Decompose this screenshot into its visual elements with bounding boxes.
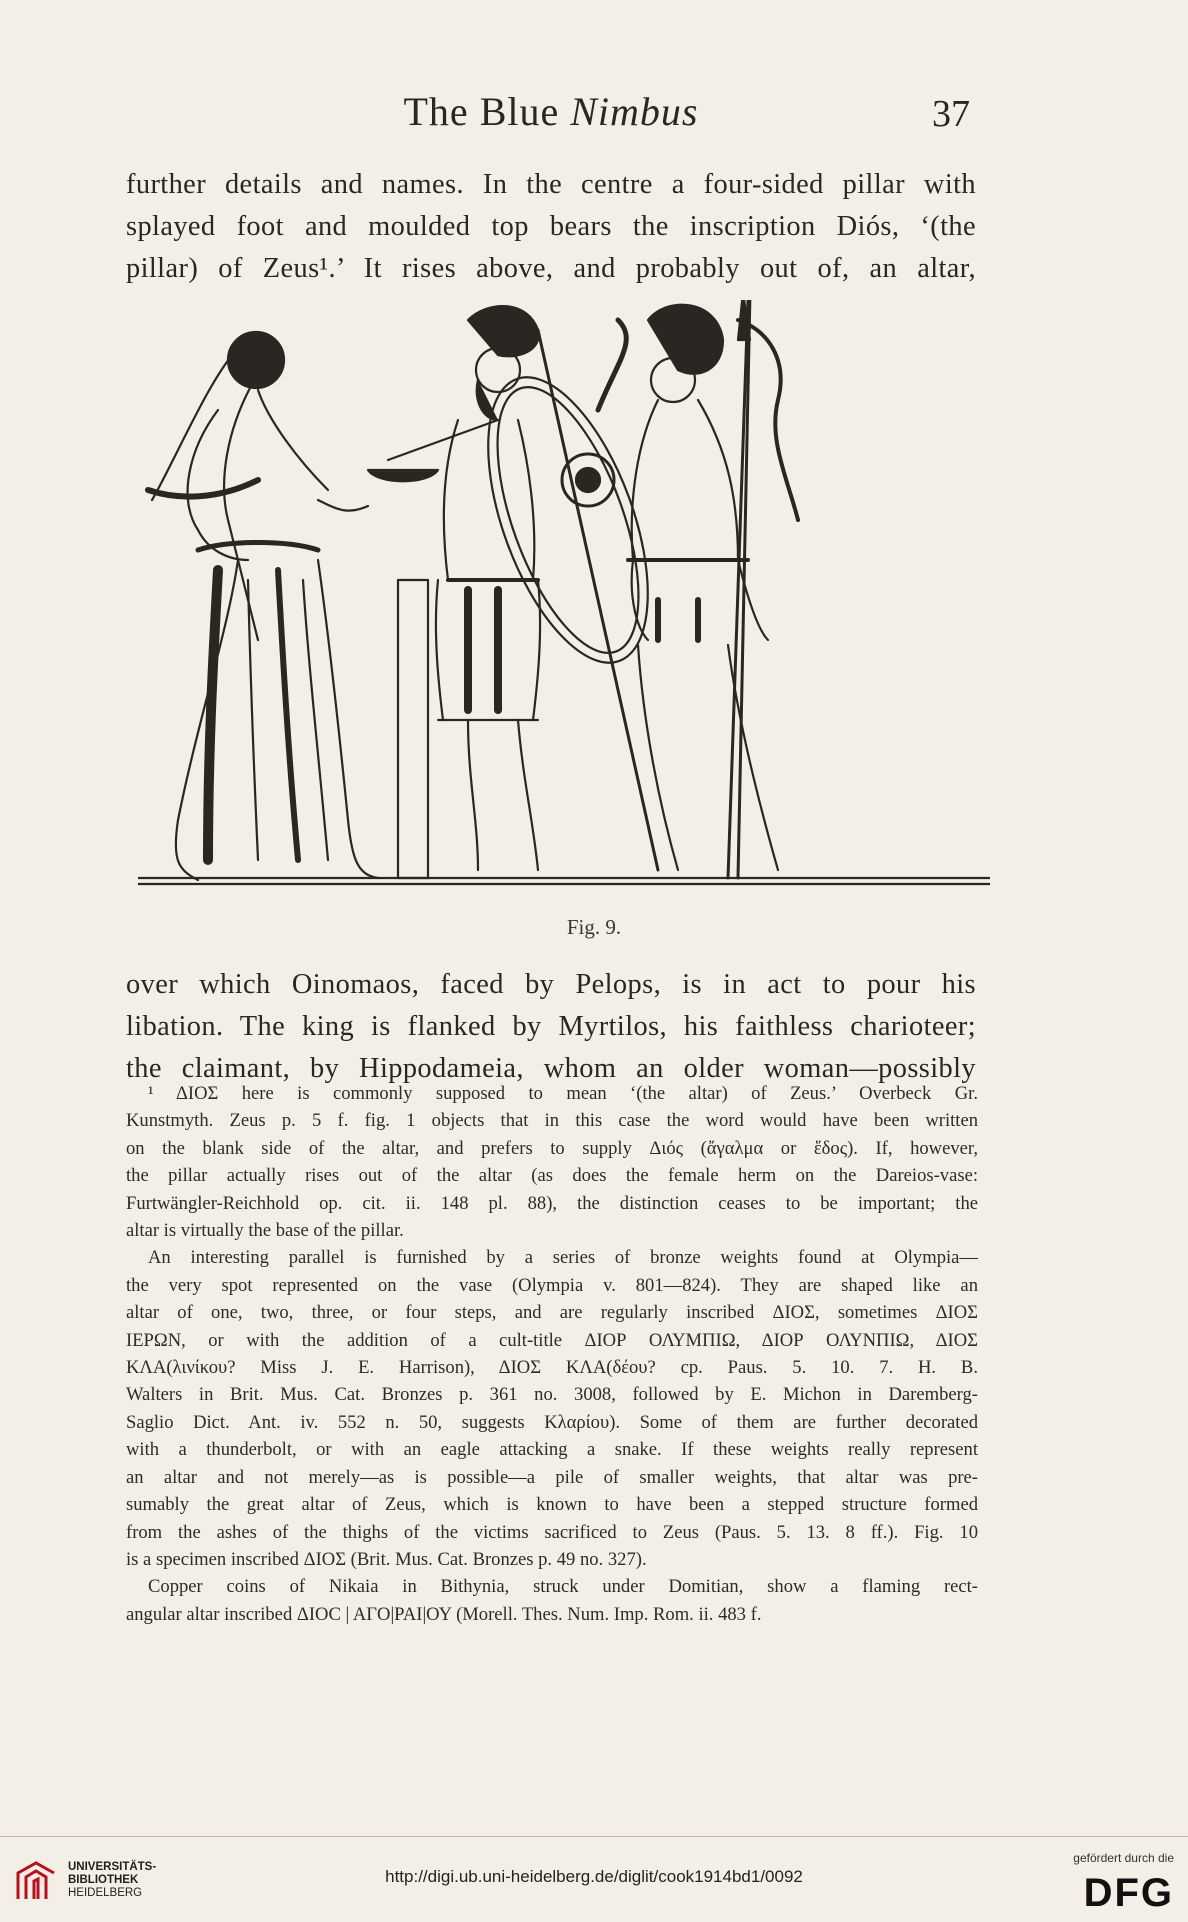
footnote-line: angular altar inscribed ΔΙΟϹ | ΑΓΟ|ΡΑΙ|ΟΥ (Morell. Thes. Num. Imp. Rom. ii. 483 f. [126,1603,762,1625]
footnote-line: an altar and not merely—as is possible—a pile of smaller weights, that altar was pre- [126,1466,978,1488]
library-name-line: BIBLIOTHEK [68,1874,139,1886]
footnote-line: sumably the great altar of Zeus, which is known to have been a stepped structure formed [126,1494,978,1516]
footnote-line: ΚΛΑ(λινίκου? Miss J. E. Harrison), ΔΙΟΣ ΚΛΑ(δέου? cp. Paus. 5. 10. 7. H. B. [126,1357,978,1379]
dfg-logo: DFG [1083,1871,1174,1915]
footnote-line: the pillar actually rises out of the altar (as does the female herm on the Dareios-vase: [126,1165,978,1187]
running-head [126,88,976,138]
footnote-line: altar is virtually the base of the pillar. [126,1220,404,1242]
woman-figure [148,332,378,880]
footnote-line: is a specimen inscribed ΔΙΟΣ (Brit. Mus. Cat. Bronzes p. 49 no. 327). [126,1548,647,1570]
paragraph-top [126,164,976,290]
library-name-line: UNIVERSITÄTS- [68,1861,157,1873]
running-title-plain: The Blue [403,89,571,134]
footnote-line: Copper coins of Nikaia in Bithynia, struck under Domitian, show a flaming rect- [148,1576,978,1598]
pillar [398,580,428,878]
figure-caption: Fig. 9. [566,915,622,939]
footnote-line: the very spot represented on the vase (Olympia v. 801—824). They are shaped like an [126,1274,978,1296]
text-line: over which Oinomaos, faced by Pelops, is in act to pour his [126,969,976,1000]
libation-bowl [368,470,438,481]
text-line: splayed foot and moulded top bears the inscription Diós, ‘(the [126,211,976,242]
text-line: pillar) of Zeus¹.’ It rises above, and probably out of, an altar, [126,253,976,284]
vase-painting-figure [138,300,990,892]
footnote-line: ΙΕΡΩΝ, or with the addition of a cult-title ΔΙΟΡ ΟΛΥΜΠΙΩ, ΔΙΟΡ ΟΛΥΝΠΙΩ, ΔΙΟΣ [126,1329,978,1351]
footnote-line: Saglio Dict. Ant. iv. 552 n. 50, suggests Κλαρίου). Some of them are further decorated [126,1411,978,1433]
footnote-line: from the ashes of the thighs of the victims sacrificed to Zeus (Paus. 5. 13. 8 ff.). Fig. 10 [126,1521,978,1543]
page-number: 37 [932,93,970,135]
permalink-url[interactable]: http://digi.ub.uni-heidelberg.de/diglit/cook1914bd1/0092 [385,1867,803,1886]
footnote-line: Furtwängler-Reichhold op. cit. ii. 148 pl. 88), the distinction ceases to be important; the [126,1192,978,1214]
footnote-line: on the blank side of the altar, and prefers to supply Διός (ἄγαλμα or ἕδος). If, however, [126,1137,978,1159]
running-title-italic: Nimbus [570,89,699,134]
footnote-line: Kunstmyth. Zeus p. 5 f. fig. 1 objects that in this case the word would have been written [126,1110,978,1132]
text-line: libation. The king is flanked by Myrtilos, his faithless charioteer; [126,1011,976,1042]
footer-bar [0,1836,1188,1922]
pelops-figure [598,300,778,878]
footnote-line: altar of one, two, three, or four steps, and are regularly inscribed ΔΙΟΣ, sometimes ΔΙΟΣ [126,1302,978,1324]
text-line: the claimant, by Hippodameia, whom an older woman—possibly [126,1053,976,1084]
footnote-line: with a thunderbolt, or with an eagle attacking a snake. If these weights really represent [126,1439,978,1461]
paragraph-bottom [126,964,976,1090]
footnote-line: An interesting parallel is furnished by a series of bronze weights found at Olympia— [148,1247,978,1269]
text-line: further details and names. In the centre a four-sided pillar with [126,169,976,200]
running-title [126,88,976,135]
library-name-line: HEIDELBERG [68,1887,143,1899]
funded-by-label: gefördert durch die [1073,1851,1174,1865]
footnote-line: ¹ ΔΙΟΣ here is commonly supposed to mean ‘(the altar) of Zeus.’ Overbeck Gr. [148,1083,978,1104]
footnote-line: Walters in Brit. Mus. Cat. Bronzes p. 361 no. 3008, followed by E. Michon in Daremberg- [126,1384,978,1406]
footnotes [126,1080,978,1628]
